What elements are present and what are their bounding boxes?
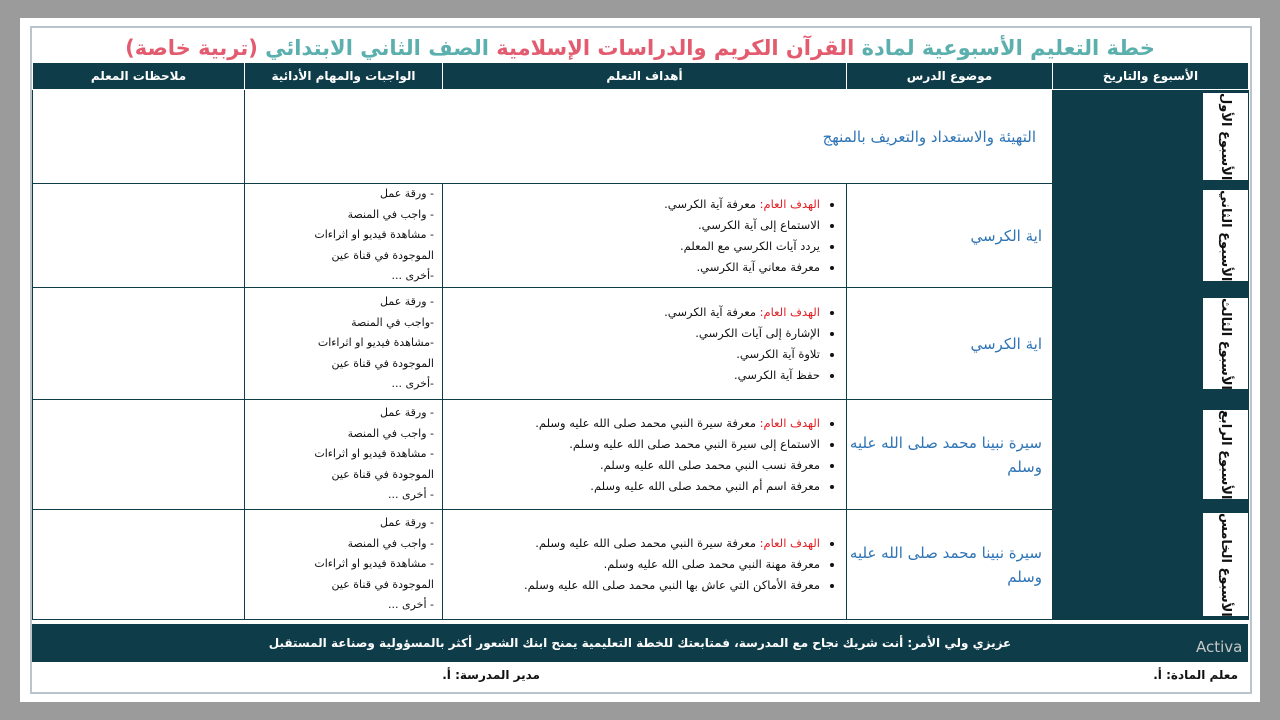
week-cell bbox=[1053, 288, 1249, 400]
goals-cell bbox=[443, 400, 847, 510]
week-cell bbox=[1053, 90, 1249, 184]
tasks-cell bbox=[245, 184, 443, 288]
goal-item bbox=[449, 194, 820, 215]
header-week: الأسبوع والتاريخ bbox=[1053, 63, 1249, 90]
notes-cell bbox=[33, 510, 245, 620]
topic-cell: اية الكرسي bbox=[847, 184, 1053, 288]
task-item: - ورقة عمل bbox=[380, 516, 434, 530]
task-item: - أخرى ... bbox=[388, 598, 434, 612]
week-cell bbox=[1053, 184, 1249, 288]
task-item: -مشاهدة فيديو او اثراءات bbox=[317, 336, 434, 350]
task-item: - ورقة عمل bbox=[380, 406, 434, 420]
header-topic: موضوع الدرس bbox=[847, 63, 1053, 90]
task-item: - ورقة عمل bbox=[380, 187, 434, 201]
week-label: الأسبوع الخامس bbox=[1218, 512, 1233, 617]
week-label: الأسبوع الثالث bbox=[1218, 297, 1233, 390]
task-item: - واجب في المنصة bbox=[347, 207, 434, 221]
principal-signature: مدير المدرسة: أ. bbox=[442, 668, 540, 682]
week-label: الأسبوع الأول bbox=[1218, 92, 1233, 181]
task-item: - مشاهدة فيديو او اثراءات bbox=[314, 557, 434, 571]
task-item: -أخرى ... bbox=[391, 269, 434, 283]
goal-main: معرفة آية الكرسي. bbox=[664, 196, 760, 211]
goal-item: • الاستماع إلى سيرة النبي محمد صلى الله عليه وسلم. bbox=[449, 434, 820, 455]
topic-cell: اية الكرسي bbox=[847, 288, 1053, 400]
goal-item: • معرفة الأماكن التي عاش بها النبي محمد صلى الله عليه وسلم. bbox=[449, 575, 820, 596]
page-sheet bbox=[20, 18, 1260, 702]
topic-cell: سيرة نبينا محمد صلى الله عليه وسلم bbox=[847, 510, 1053, 620]
notes-cell bbox=[33, 400, 245, 510]
week-cell bbox=[1053, 400, 1249, 510]
goals-cell bbox=[443, 288, 847, 400]
teacher-signature: معلم المادة: أ. bbox=[1153, 668, 1238, 682]
task-item: الموجودة في قناة عين bbox=[331, 467, 434, 481]
notes-cell bbox=[33, 184, 245, 288]
title-part1: خطة التعليم الأسبوعية لمادة bbox=[861, 36, 1155, 60]
goal-item bbox=[449, 413, 820, 434]
tasks-cell bbox=[245, 288, 443, 400]
goal-item: • معرفة نسب النبي محمد صلى الله عليه وسلم. bbox=[449, 455, 820, 476]
goal-item: • يردد آيات الكرسي مع المعلم. bbox=[449, 236, 820, 257]
task-item: - واجب في المنصة bbox=[347, 426, 434, 440]
goal-item bbox=[449, 533, 820, 554]
table-row bbox=[33, 400, 1249, 510]
title-part2: القرآن الكريم والدراسات الإسلامية bbox=[496, 36, 855, 60]
header-goals: أهداف التعلم bbox=[443, 63, 847, 90]
task-item: - واجب في المنصة bbox=[347, 536, 434, 550]
task-item: - مشاهدة فيديو او اثراءات bbox=[314, 447, 434, 461]
week-label: الأسبوع الثاني bbox=[1218, 189, 1233, 282]
intro-cell: التهيئة والاستعداد والتعريف بالمنهج bbox=[245, 90, 1053, 184]
goal-main: معرفة آية الكرسي. bbox=[664, 304, 760, 319]
task-item: - مشاهدة فيديو او اثراءات bbox=[314, 228, 434, 242]
goal-item: • معرفة اسم أم النبي محمد صلى الله عليه وسلم. bbox=[449, 476, 820, 497]
notes-cell bbox=[33, 288, 245, 400]
goal-label: الهدف العام: bbox=[759, 536, 820, 550]
goal-item: • تلاوة آية الكرسي. bbox=[449, 344, 820, 365]
task-item: -أخرى ... bbox=[391, 377, 434, 391]
goal-main: معرفة سيرة النبي محمد صلى الله عليه وسلم. bbox=[535, 415, 760, 430]
activation-watermark: Activa bbox=[1196, 638, 1243, 656]
header-notes: ملاحظات المعلم bbox=[33, 63, 245, 90]
goal-main: معرفة سيرة النبي محمد صلى الله عليه وسلم. bbox=[535, 536, 760, 550]
goal-item: • الاستماع إلى آية الكرسي. bbox=[449, 215, 820, 236]
weekly-plan-table bbox=[32, 62, 1249, 620]
goal-label: الهدف العام: bbox=[759, 196, 820, 211]
title-part3: الصف الثاني الابتدائي bbox=[265, 36, 489, 60]
title-part4: (تربية خاصة) bbox=[125, 36, 258, 60]
tasks-cell bbox=[245, 510, 443, 620]
week-cell bbox=[1053, 510, 1249, 620]
goal-item: • حفظ آية الكرسي. bbox=[449, 365, 820, 386]
notes-cell bbox=[33, 90, 245, 184]
table-row bbox=[33, 510, 1249, 620]
task-item: -واجب في المنصة bbox=[351, 315, 434, 329]
goal-item: • الإشارة إلى آيات الكرسي. bbox=[449, 323, 820, 344]
goals-cell bbox=[443, 184, 847, 288]
table-row bbox=[33, 90, 1249, 184]
task-item: - ورقة عمل bbox=[380, 295, 434, 309]
parent-message-bar: عزيزي ولي الأمر: أنت شريك نجاح مع المدرسة، فمتابعتك للخطة التعليمية يمنح ابنك الشعور أكثر بالمسؤولية وصناعة المستقبل bbox=[32, 624, 1248, 662]
goal-item: • معرفة معاني آية الكرسي. bbox=[449, 257, 820, 278]
task-item: - أخرى ... bbox=[388, 488, 434, 502]
goals-cell bbox=[443, 510, 847, 620]
week-label: الأسبوع الرابع bbox=[1218, 409, 1233, 500]
topic-cell: سيرة نبينا محمد صلى الله عليه وسلم bbox=[847, 400, 1053, 510]
table-row bbox=[33, 184, 1249, 288]
tasks-cell bbox=[245, 400, 443, 510]
goal-label: الهدف العام: bbox=[759, 415, 820, 430]
goal-item bbox=[449, 302, 820, 323]
table-header-row bbox=[33, 63, 1249, 90]
header-tasks: الواجبات والمهام الأدائية bbox=[245, 63, 443, 90]
task-item: الموجودة في قناة عين bbox=[331, 577, 434, 591]
goal-item: • معرفة مهنة النبي محمد صلى الله عليه وسلم. bbox=[449, 554, 820, 575]
table-row bbox=[33, 288, 1249, 400]
task-item: الموجودة في قناة عين bbox=[331, 356, 434, 370]
goal-label: الهدف العام: bbox=[759, 304, 820, 319]
task-item: الموجودة في قناة عين bbox=[331, 248, 434, 262]
